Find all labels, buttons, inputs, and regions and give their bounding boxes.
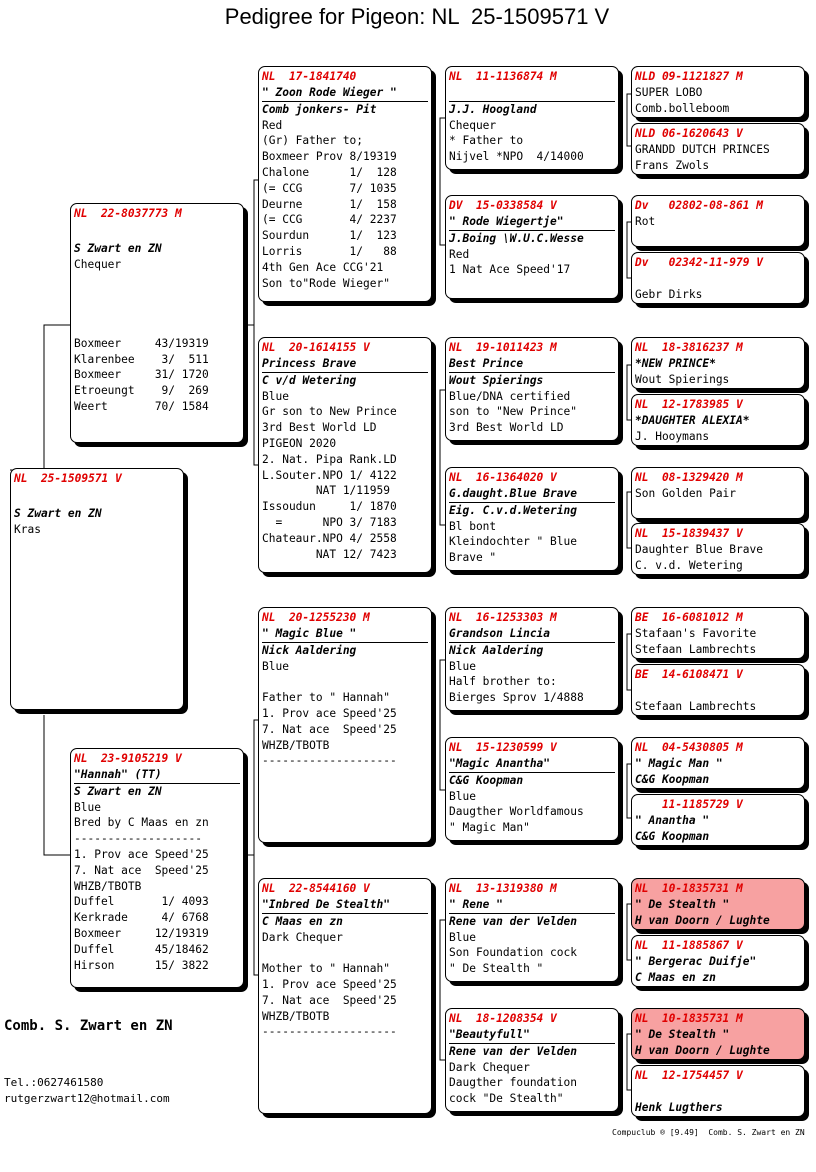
result-line: Hirson 15/ 3822	[74, 958, 209, 972]
info-line: Chateaur.NPO 4/ 2558	[262, 531, 397, 545]
result-line: Boxmeer 12/19319	[74, 926, 209, 940]
owner-name: Comb. S. Zwart en ZN	[4, 1018, 173, 1034]
breeder: Wout Spierings	[449, 373, 544, 387]
info-line: Red	[262, 118, 283, 132]
pigeon-card-g16[interactable]	[631, 1065, 805, 1117]
info-line: *NEW PRINCE*	[635, 357, 716, 370]
ring-number: NL 18-1208354 V	[449, 1012, 557, 1025]
info-line: Nijvel *NPO 4/14000	[449, 150, 584, 164]
ring-number: NL 04-5430805 M	[635, 741, 743, 754]
info-line: *DAUGHTER ALEXIA*	[635, 414, 750, 427]
ring-number: NL 19-1011423 M	[449, 341, 557, 354]
ring-number: NL 10-1835731 M	[635, 882, 743, 895]
info-line: Blue	[449, 789, 476, 803]
info-line: GRANDD DUTCH PRINCES	[635, 143, 770, 156]
info-line: Blue	[74, 800, 101, 814]
info-line: Chalone 1/ 128	[262, 165, 397, 179]
info-line: --------------------	[262, 754, 397, 768]
info-line: Son to"Rode Wieger"	[262, 276, 390, 290]
info-line: H van Doorn / Lughte	[635, 1043, 770, 1057]
info-line: (= CCG 7/ 1035	[262, 181, 397, 195]
ring-number: NL 17-1841740	[262, 70, 357, 83]
pigeon-card-sdd[interactable]	[445, 467, 619, 571]
breeder: S Zwart en ZN	[74, 242, 162, 255]
info-line: C&G Koopman	[635, 829, 710, 843]
info-line: Bl bont	[449, 519, 497, 533]
info-line: Bierges Sprov 1/4888	[449, 691, 584, 705]
ring-number: NL 12-1754457 V	[635, 1069, 743, 1082]
pigeon-name: G.daught.Blue Brave	[449, 487, 577, 500]
email[interactable]: rutgerzwart12@hotmail.com	[4, 1092, 170, 1105]
info-line: " Anantha "	[635, 814, 710, 827]
info-line: cock "De Stealth"	[449, 1092, 564, 1106]
info-line: 7. Nat ace Speed'25	[262, 722, 397, 736]
info-line: " De Stealth "	[635, 1028, 730, 1041]
info-line: Boxmeer Prov 8/19319	[262, 150, 397, 164]
info-line: Frans Zwols	[635, 158, 710, 172]
result-line: Kerkrade 4/ 6768	[74, 911, 209, 925]
breeder: S Zwart en ZN	[14, 507, 102, 520]
ring-number: NL 15-1230599 V	[449, 741, 557, 754]
info-line: C. v.d. Wetering	[635, 558, 743, 572]
info-line: Comb.bolleboom	[635, 101, 730, 115]
pigeon-name: " Rode Wiegertje"	[449, 215, 564, 228]
pigeon-card-dam-sire[interactable]	[258, 607, 432, 843]
info-line: L.Souter.NPO 1/ 4122	[262, 468, 397, 482]
breeder: C Maas en zn	[262, 914, 343, 928]
info-line: H van Doorn / Lughte	[635, 913, 770, 927]
info-line	[262, 674, 428, 690]
info-line: Rot	[635, 215, 656, 228]
info-line: (Gr) Father to;	[262, 134, 364, 148]
info-line: Gr son to New Prince	[262, 405, 397, 419]
info-line: Blue/DNA certified	[449, 389, 571, 403]
info-line: son to "New Prince"	[449, 405, 577, 419]
ring-number: NL 16-1364020 V	[449, 471, 557, 484]
pigeon-card-g4[interactable]	[631, 252, 805, 304]
info-line: Daugther Worldfamous	[449, 805, 584, 819]
pigeon-card-ssd[interactable]	[445, 195, 619, 299]
info-line: (= CCG 4/ 2237	[262, 213, 397, 227]
info-line: Sourdun 1/ 123	[262, 229, 397, 243]
ring-number: NL 13-1319380 M	[449, 882, 557, 895]
info-line: C Maas en zn	[635, 970, 716, 984]
info-line: Son Golden Pair	[635, 487, 737, 500]
info-line	[262, 945, 428, 961]
info-line: 1 Nat Ace Speed'17	[449, 263, 571, 277]
result-line: Boxmeer 43/19319	[74, 336, 209, 350]
result-line: Duffel 1/ 4093	[74, 895, 209, 909]
connector-dam	[248, 720, 258, 975]
info-line: --------------------	[262, 1025, 397, 1039]
info-line: " De Stealth "	[635, 898, 730, 911]
pigeon-card-g15[interactable]	[631, 1008, 805, 1060]
pigeon-card-g6[interactable]	[631, 394, 805, 446]
ring-number: Dv 02342-11-979 V	[635, 256, 763, 269]
info-line: Stafaan's Favorite	[635, 627, 757, 640]
info-line: Bred by C Maas en zn	[74, 816, 209, 830]
info-line: Daughter Blue Brave	[635, 543, 763, 556]
info-line: Kleindochter " Blue	[449, 535, 577, 549]
info-line	[74, 288, 240, 304]
info-line: NAT 1/11959	[262, 484, 390, 498]
footer-credit: Compuclub ® [9.49] Comb. S. Zwart en ZN	[612, 1128, 805, 1137]
ring-number: DV 15-0338584 V	[449, 199, 557, 212]
info-line: Brave "	[449, 551, 497, 565]
ring-number: NL 08-1329420 M	[635, 471, 743, 484]
info-line: Deurne 1/ 158	[262, 197, 397, 211]
connector-sire	[248, 180, 258, 465]
pigeon-card-g1[interactable]	[631, 66, 805, 118]
breeder: J.Boing \W.U.C.Wesse	[449, 231, 584, 245]
info-line: Henk Lugthers	[635, 1100, 723, 1114]
pigeon-card-g9[interactable]	[631, 607, 805, 659]
breeder: Nick Aaldering	[449, 643, 544, 657]
breeder: C v/d Wetering	[262, 373, 357, 387]
info-line: 1. Prov ace Speed'25	[262, 706, 397, 720]
pigeon-name: Best Prince	[449, 357, 524, 370]
pigeon-name: Princess Brave	[262, 357, 357, 370]
pigeon-card-g14[interactable]	[631, 935, 805, 987]
ring-number: Dv 02802-08-861 M	[635, 199, 763, 212]
breeder: Comb jonkers- Pit	[262, 102, 377, 116]
ring-number: NL 12-1783985 V	[635, 398, 743, 411]
info-line: 3rd Best World LD	[449, 421, 564, 435]
info-line	[635, 271, 801, 287]
ring-number: NL 16-1253303 M	[449, 611, 557, 624]
info-line: Issoudun 1/ 1870	[262, 500, 397, 514]
result-line: Weert 70/ 1584	[74, 399, 209, 413]
pigeon-card-subject[interactable]	[10, 468, 184, 710]
pigeon-card-dss[interactable]	[445, 607, 619, 711]
info-line: 1. Prov ace Speed'25	[262, 977, 397, 991]
pigeon-name: "Inbred De Stealth"	[262, 898, 390, 911]
pigeon-name: " Magic Blue "	[262, 627, 357, 640]
pigeon-card-dsd[interactable]	[445, 737, 619, 841]
info-line: Chequer	[449, 118, 497, 132]
pigeon-name: "Magic Anantha"	[449, 757, 551, 770]
pigeon-name	[449, 85, 615, 101]
info-line: Dark Chequer	[262, 930, 343, 944]
pigeon-name: "Beautyfull"	[449, 1028, 530, 1041]
info-line	[635, 1084, 801, 1100]
phone: Tel.:0627461580	[4, 1076, 104, 1089]
info-line: WHZB/TBOTB	[262, 738, 330, 752]
info-line: J. Hooymans	[635, 429, 710, 443]
result-line: Etroeungt 9/ 269	[74, 384, 209, 398]
info-line: 2. Nat. Pipa Rank.LD	[262, 452, 397, 466]
ring-number: NL 20-1614155 V	[262, 341, 370, 354]
ring-number: NL 22-8037773 M	[74, 207, 182, 220]
result-line: Boxmeer 31/ 1720	[74, 368, 209, 382]
pigeon-card-g10[interactable]	[631, 664, 805, 716]
info-line: Mother to " Hannah"	[262, 962, 390, 976]
breeder: S Zwart en ZN	[74, 784, 162, 798]
result-line: Duffel 45/18462	[74, 942, 209, 956]
pigeon-name: "Hannah" (TT)	[74, 768, 162, 781]
info-line: " Magic Man "	[635, 757, 723, 770]
info-line: Chequer	[74, 257, 122, 271]
ring-number: NL 15-1839437 V	[635, 527, 743, 540]
pigeon-name: Grandson Lincia	[449, 627, 551, 640]
pigeon-card-g2[interactable]	[631, 123, 805, 175]
info-line	[74, 304, 240, 320]
pigeon-card-dam-dam[interactable]	[258, 878, 432, 1114]
info-line: 3rd Best World LD	[262, 421, 377, 435]
info-line: Dark Chequer	[449, 1060, 530, 1074]
info-line: WHZB/TBOTB	[262, 1009, 330, 1023]
ring-number: NL 20-1255230 M	[262, 611, 370, 624]
breeder: C&G Koopman	[449, 773, 524, 787]
breeder: Rene van der Velden	[449, 914, 577, 928]
info-line: Half brother to:	[449, 675, 557, 689]
breeder: Rene van der Velden	[449, 1044, 577, 1058]
info-line: Gebr Dirks	[635, 287, 703, 301]
info-line: PIGEON 2020	[262, 436, 337, 450]
info-line: Blue	[262, 659, 289, 673]
breeder: J.J. Hoogland	[449, 102, 537, 116]
pigeon-card-sire[interactable]	[70, 203, 244, 443]
ring-number: BE 14-6108471 V	[635, 668, 743, 681]
info-line: Son Foundation cock	[449, 946, 577, 960]
page-title: Pedigree for Pigeon: NL 25-1509571 V	[224, 4, 610, 29]
info-line: Blue	[449, 930, 476, 944]
info-line: Father to " Hannah"	[262, 691, 390, 705]
info-line	[635, 683, 801, 699]
info-line	[74, 320, 240, 336]
info-line: Daugther foundation	[449, 1076, 577, 1090]
ring-number: NLD 06-1620643 V	[635, 127, 743, 140]
ring-number: NL 18-3816237 M	[635, 341, 743, 354]
info-line: " Magic Man"	[449, 821, 530, 835]
ring-number: 11-1185729 V	[635, 798, 743, 811]
info-line: 7. Nat ace Speed'25	[262, 993, 397, 1007]
info-line: Stefaan Lambrechts	[635, 642, 757, 656]
info-line: 1. Prov ace Speed'25	[74, 847, 209, 861]
info-line: Wout Spierings	[635, 372, 730, 386]
info-line: SUPER LOBO	[635, 86, 703, 99]
pigeon-card-g8[interactable]	[631, 523, 805, 575]
pigeon-card-g12[interactable]	[631, 794, 805, 846]
result-line: Klarenbee 3/ 511	[74, 352, 209, 366]
info-line: NAT 12/ 7423	[262, 547, 397, 561]
info-line: 4th Gen Ace CCG'21	[262, 260, 384, 274]
pigeon-card-sss[interactable]	[445, 66, 619, 170]
info-line: Stefaan Lambrechts	[635, 699, 757, 713]
info-line: Red	[449, 247, 470, 261]
pigeon-card-sire-sire[interactable]	[258, 66, 432, 302]
pigeon-name: " Zoon Rode Wieger "	[262, 86, 397, 99]
info-line	[74, 273, 240, 289]
ring-number: NL 10-1835731 M	[635, 1012, 743, 1025]
info-line: * Father to	[449, 134, 524, 148]
info-line: Blue	[262, 389, 289, 403]
ring-number: NL 11-1136874 M	[449, 70, 557, 83]
pigeon-card-g7[interactable]	[631, 467, 805, 519]
pigeon-card-g13[interactable]	[631, 878, 805, 930]
pigeon-card-dam[interactable]	[70, 748, 244, 988]
ring-number: NL 22-8544160 V	[262, 882, 370, 895]
ring-number: NL 23-9105219 V	[74, 752, 182, 765]
info-line: Lorris 1/ 88	[262, 244, 397, 258]
pigeon-card-dds[interactable]	[445, 878, 619, 982]
info-line: = NPO 3/ 7183	[262, 515, 397, 529]
info-line: C&G Koopman	[635, 772, 710, 786]
info-line: " Bergerac Duifje"	[635, 955, 757, 968]
info-line: 7. Nat ace Speed'25	[74, 863, 209, 877]
ring-number: NL 11-1885867 V	[635, 939, 743, 952]
info-line: -------------------	[74, 832, 202, 846]
pigeon-card-sds[interactable]	[445, 337, 619, 441]
info-line: " De Stealth "	[449, 962, 544, 976]
info-line: Blue	[449, 659, 476, 673]
breeder: Nick Aaldering	[262, 643, 357, 657]
info-line	[635, 502, 801, 518]
pigeon-card-ddd[interactable]	[445, 1008, 619, 1112]
info-line: WHZB/TBOTB	[74, 879, 142, 893]
color: Kras	[14, 522, 41, 536]
ring-number: BE 16-6081012 M	[635, 611, 743, 624]
pigeon-name: " Rene "	[449, 898, 503, 911]
pigeon-card-sire-dam[interactable]	[258, 337, 432, 573]
breeder: Eig. C.v.d.Wetering	[449, 503, 577, 517]
pigeon-card-g5[interactable]	[631, 337, 805, 389]
contact-info	[4, 1075, 170, 1107]
pigeon-card-g11[interactable]	[631, 737, 805, 789]
ring-number: NLD 09-1121827 M	[635, 70, 743, 83]
info-line	[635, 230, 801, 246]
ring-number: NL 25-1509571 V	[14, 472, 122, 485]
pigeon-card-g3[interactable]	[631, 195, 805, 247]
